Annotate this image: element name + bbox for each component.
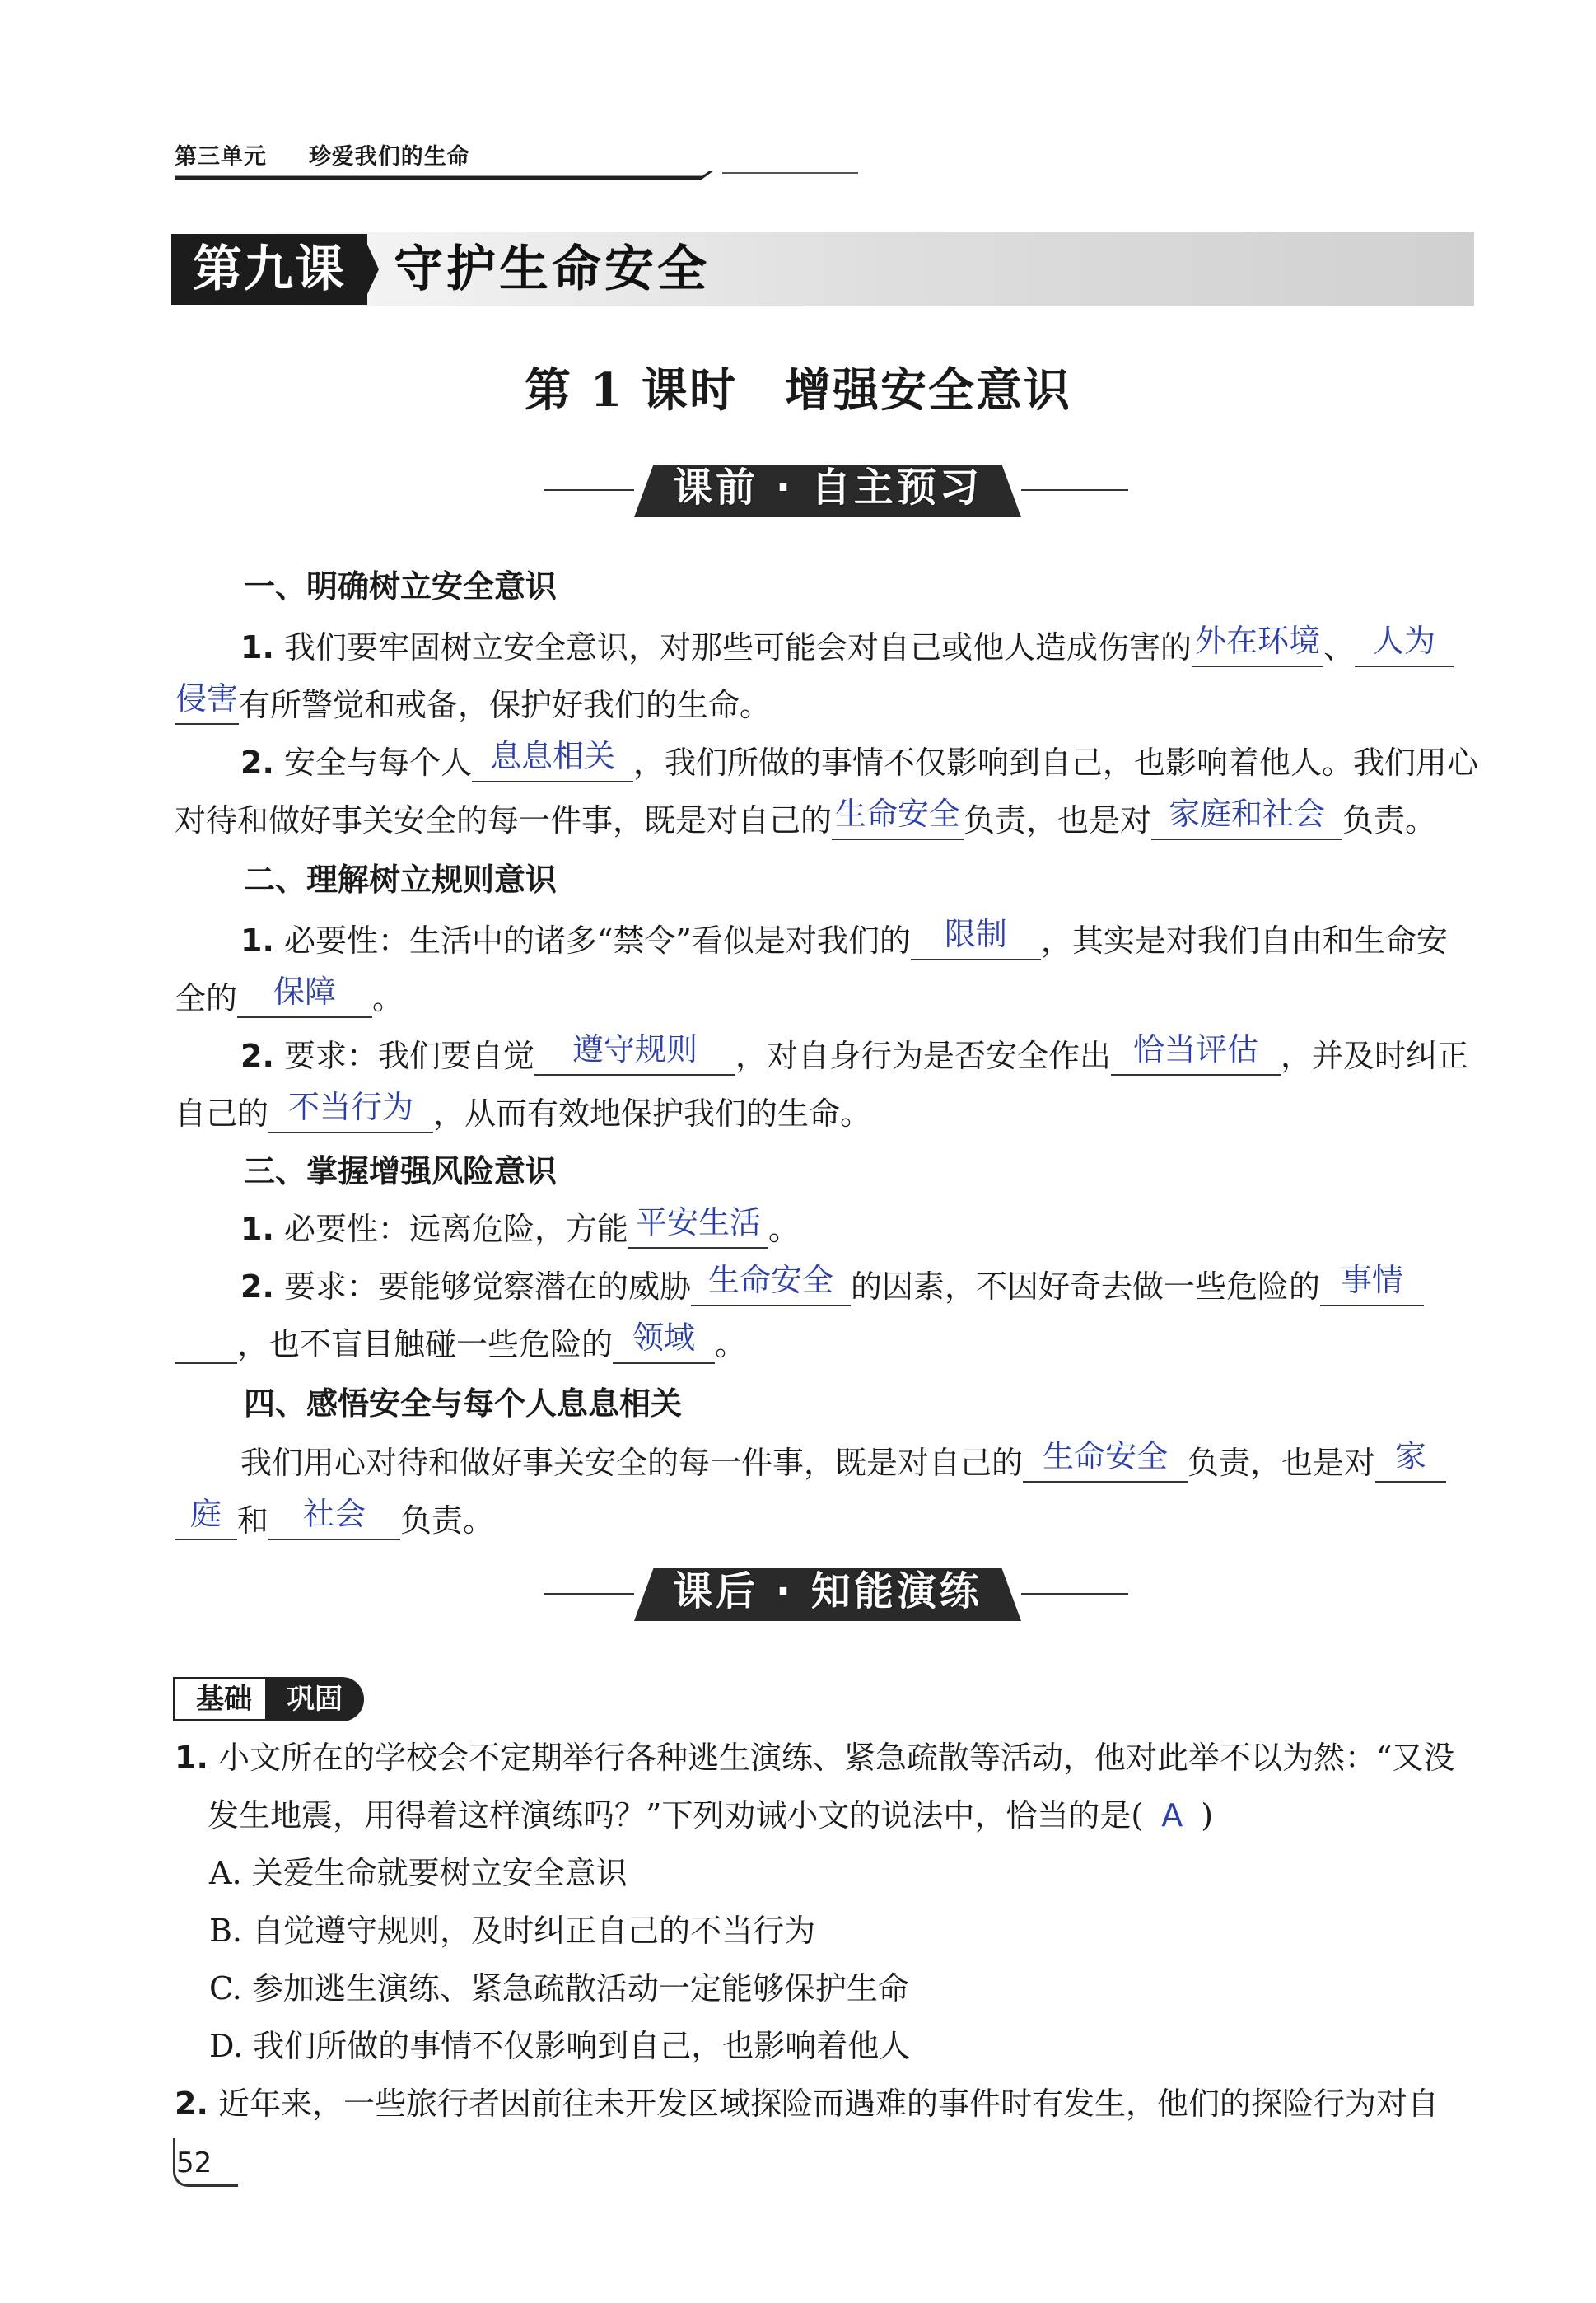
s2-heading: 二、理解树立规则意识 [244,862,558,898]
q1-option-a: A. 关爱生命就要树立安全意识 [209,1855,628,1891]
lesson-number: 第九课 [171,234,367,305]
answer-blank [832,796,964,840]
text: 。 [768,1211,800,1247]
s1-p1-line1 [240,623,1454,667]
unit-header [175,138,470,171]
text: 负责。 [400,1502,495,1539]
answer-blank [1320,1262,1424,1306]
section-rule-left [544,1593,634,1595]
answer-text: 外在环境 [1194,623,1320,659]
page-number: 52 [176,2147,212,2179]
answer-text: 人为 [1372,623,1435,659]
s3-p2-line1 [240,1262,1424,1306]
text: 我们要牢固树立安全意识，对那些可能会对自己或他人造成伤害的 [273,629,1192,666]
answer-blank [1151,796,1342,840]
text: 必要性：生活中的诸多“禁令”看似是对我们的 [273,923,911,959]
answer-text: 限制 [944,916,1007,952]
s1-p2-line1 [240,738,1478,782]
answer-blank [175,1326,237,1364]
answer-blank [472,738,633,782]
text: ，其实是对我们自由和生命安 [1040,923,1448,959]
text: 负责，也是对 [1188,1445,1376,1481]
period-title: 第 1 课时 增强安全意识 [525,363,1071,418]
answer-blank [1192,623,1323,667]
text: ，我们所做的事情不仅影响到自己，也影响着他人。我们用心 [632,745,1478,781]
answer-blank [911,916,1041,960]
basic-tag-left: 基础 [173,1677,275,1721]
s4-heading: 四、感悟安全与每个人息息相关 [244,1385,683,1422]
section-title-post: 课后 · 知能演练 [634,1567,1021,1619]
answer-blank [1111,1031,1281,1076]
text: 要求：要能够觉察潜在的威胁 [273,1268,691,1305]
answer-text: 生命安全 [835,796,961,832]
item-number: 2. [240,745,274,781]
text: 自己的 [175,1095,269,1132]
text: 安全与每个人 [273,745,472,781]
s2-p2-line1 [240,1031,1469,1076]
section-banner-post [0,1565,1596,1623]
s1-p2-line2 [175,796,1437,840]
q1-option-c: C. 参加逃生演练、紧急疏散活动一定能够保护生命 [209,1970,909,2006]
answer-blank [175,680,239,725]
basic-tag-right: 巩固 [265,1677,364,1721]
item-number: 1. [240,629,274,666]
text: ，也不盲目触碰一些危险的 [237,1326,614,1362]
text: ，对自身行为是否安全作出 [735,1038,1111,1074]
text: 和 [237,1502,269,1539]
answer-text: 息息相关 [489,738,615,774]
text: ) [1201,1797,1214,1834]
unit-label: 第三单元 [175,144,267,170]
text: 的因素，不因好奇去做一些危险的 [850,1268,1320,1305]
s1-heading: 一、明确树立安全意识 [244,568,558,605]
answer-text: 恰当评估 [1132,1031,1258,1067]
text: 发生地震，用得着这样演练吗？”下列劝诫小文的说法中，恰当的是( [208,1797,1144,1834]
text: 负责。 [1342,802,1437,839]
q2-stem-line1 [175,2084,1439,2123]
text: 要求：我们要自觉 [273,1038,534,1074]
answer-text: 不当行为 [288,1089,414,1125]
s3-p1 [240,1204,800,1249]
q1-option-b: B. 自觉遵守规则，及时纠正自己的不当行为 [209,1913,816,1949]
section-rule-right [1021,1593,1128,1595]
answer-blank [613,1320,715,1364]
item-number: 1. [175,1740,208,1776]
section-banner-pre [0,461,1596,519]
text: 有所警觉和戒备，保护好我们的生命。 [239,687,772,723]
answer-text: 家 [1395,1438,1427,1474]
answer-blank [1355,623,1454,667]
answer-blank [268,1496,400,1540]
lesson-title: 守护生命安全 [394,241,710,298]
answer-blank [268,1089,433,1133]
answer-text: 遵守规则 [572,1031,698,1067]
s4-p-line2 [175,1496,495,1540]
text: 必要性：远离危险，方能 [273,1211,628,1247]
answer-blank [534,1031,735,1076]
answer-text: 生命安全 [707,1262,833,1298]
item-number: 2. [240,1038,274,1074]
answer-text: 保障 [273,974,337,1010]
text: 我们用心对待和做好事关安全的每一件事，既是对自己的 [240,1445,1024,1481]
s4-p-line1 [240,1438,1446,1483]
answer-text: 平安生活 [635,1204,761,1240]
answer-blank [237,974,372,1018]
answer-blank [1375,1438,1446,1483]
text: 近年来，一些旅行者因前往未开发区域探险而遇难的事件时有发生，他们的探险行为对自 [208,2086,1439,2122]
answer-blank [1023,1438,1188,1483]
text: ，从而有效地保护我们的生命。 [433,1095,872,1132]
s2-p2-line2 [175,1089,872,1133]
section-rule-left [544,489,634,491]
text: 、 [1323,629,1355,666]
item-number: 2. [175,2086,208,2122]
answer-blank [175,1496,237,1540]
q1-stem-line2 [208,1796,1213,1835]
text: 对待和做好事关安全的每一件事，既是对自己的 [175,802,833,839]
answer-text: 事情 [1340,1262,1403,1298]
q1-stem-line1 [175,1738,1454,1777]
section-rule-right [1021,489,1128,491]
s3-heading: 三、掌握增强风险意识 [244,1153,558,1189]
text: 全的 [175,980,238,1016]
s3-p2-line2 [175,1320,747,1364]
text: 小文所在的学校会不定期举行各种逃生演练、紧急疏散等活动，他对此举不以为然：“又没 [208,1740,1455,1776]
text: 负责，也是对 [964,802,1152,839]
answer-text: 庭 [189,1496,222,1532]
q1-answer: A [1161,1797,1183,1834]
text: ，并及时纠正 [1281,1038,1469,1074]
lesson-banner-tab [362,234,379,305]
answer-text: 生命安全 [1043,1438,1169,1474]
answer-blank [628,1204,768,1249]
section-title-pre: 课前 · 自主预习 [634,463,1021,516]
item-number: 1. [240,1211,274,1247]
s2-p1-line1 [240,916,1448,960]
item-number: 2. [240,1268,274,1305]
answer-text: 家庭和社会 [1169,796,1326,832]
s1-p1-line2 [175,680,772,725]
unit-title: 珍爱我们的生命 [308,144,470,170]
text: 。 [715,1326,747,1362]
q1-option-d: D. 我们所做的事情不仅影响到自己，也影响着他人 [209,2028,911,2064]
answer-text: 侵害 [175,680,238,717]
answer-text: 社会 [303,1496,366,1532]
answer-text: 领域 [632,1320,696,1356]
header-rule [175,171,858,188]
text: 。 [372,980,404,1016]
s2-p1-line2 [175,974,404,1018]
item-number: 1. [240,923,274,959]
answer-blank [691,1262,851,1306]
